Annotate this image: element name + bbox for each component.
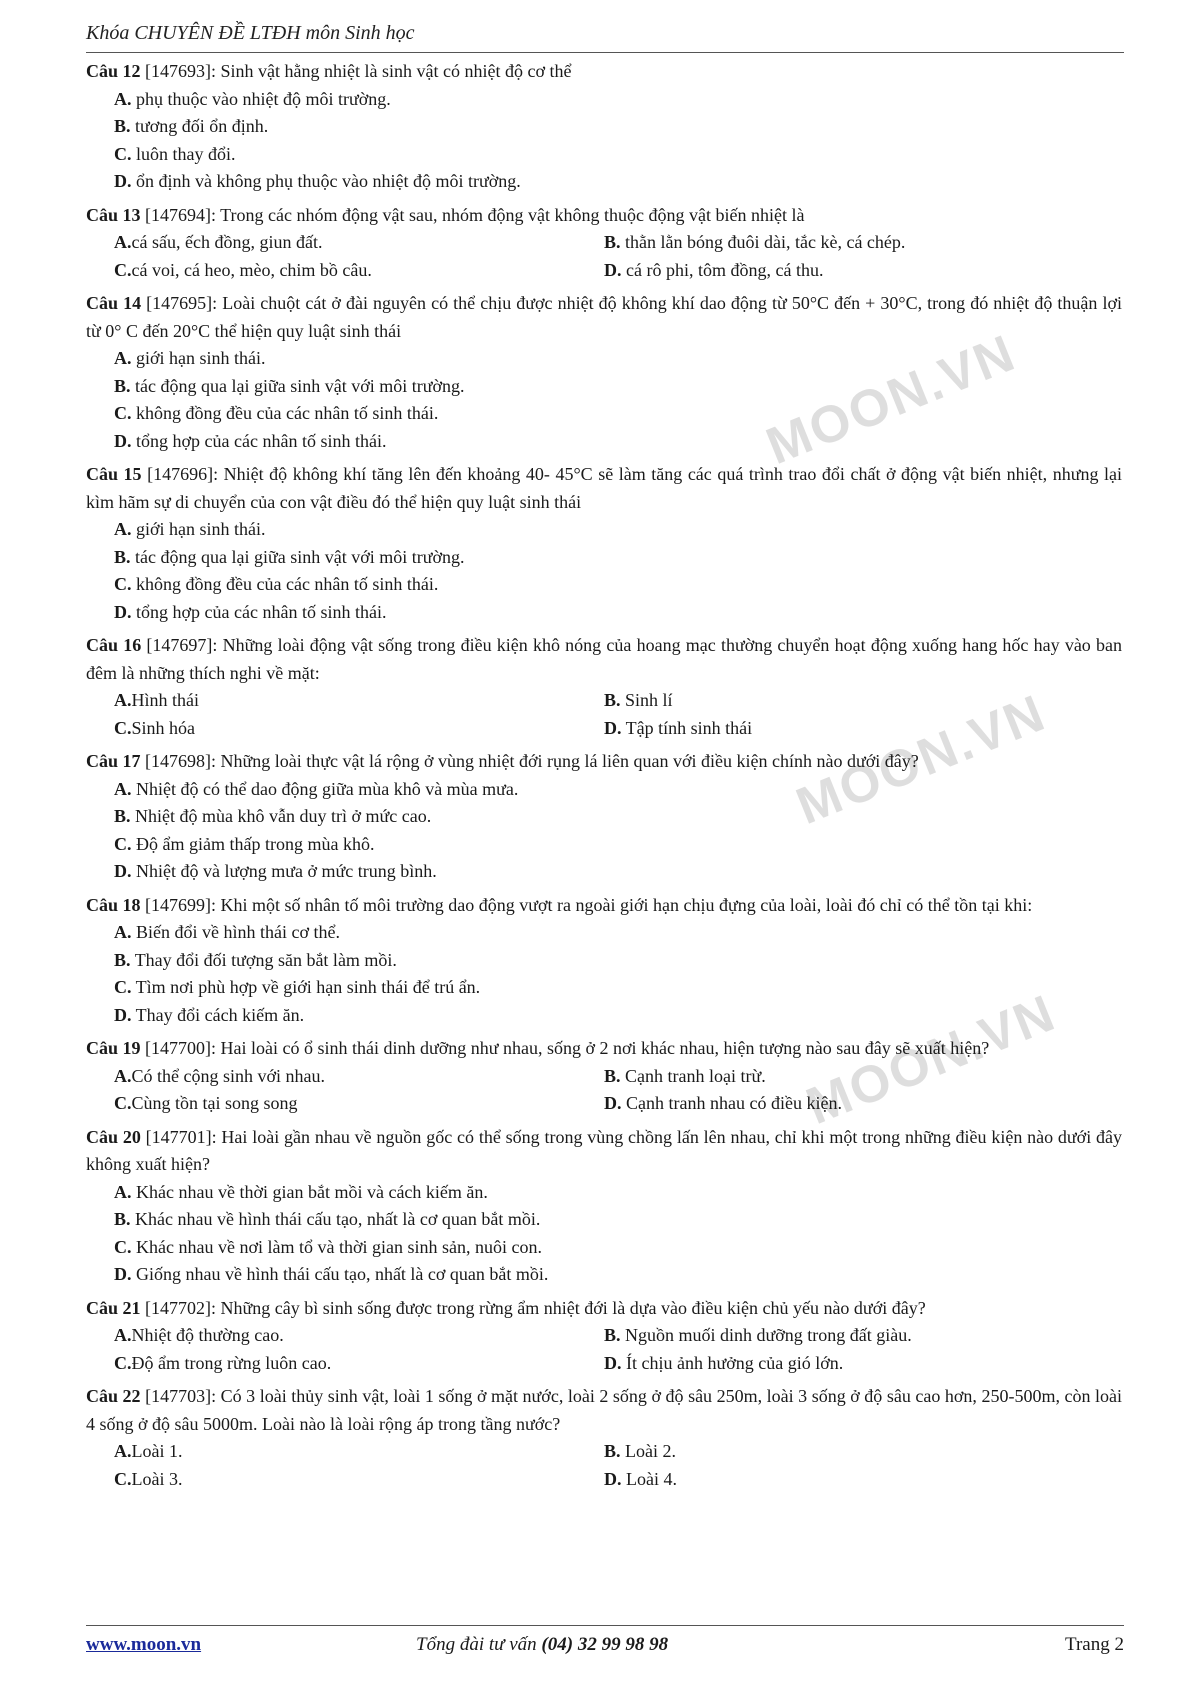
hotline <box>416 1634 668 1656</box>
option-letter: B. <box>604 1441 621 1461</box>
option-text: Nguồn muối dinh dưỡng trong đất giàu. <box>620 1325 912 1345</box>
question-block <box>86 892 1122 1030</box>
question-stem <box>86 290 1122 345</box>
question-text: [147698]: Những loài thực vật lá rộng ở vùng nhiệt đới rụng lá liên quan với điều kiện chính nào dưới đây? <box>140 751 919 771</box>
option-letter: C. <box>114 833 132 854</box>
option-letter: D. <box>114 1004 132 1025</box>
question-block <box>86 202 1122 285</box>
course-title: Khóa CHUYÊN ĐỀ LTĐH môn Sinh học <box>86 22 415 44</box>
answer-option <box>604 687 1124 715</box>
question-text: [147695]: Loài chuột cát ở đài nguyên có thể chịu được nhiệt độ không khí dao động từ 50°C đến + 30°C, trong đó nhiệt độ thuận lợi từ 0° C đến 20°C thể hiện quy luật sinh thái <box>86 293 1122 341</box>
option-text: Khác nhau về thời gian bắt mồi và cách kiếm ăn. <box>131 1181 488 1202</box>
answer-option <box>114 1090 604 1118</box>
question-number: Câu 12 <box>86 61 141 81</box>
option-letter: D. <box>114 171 132 191</box>
option-text: Khác nhau về nơi làm tổ và thời gian sinh sản, nuôi con. <box>131 1236 542 1257</box>
answer-option <box>604 1322 1124 1350</box>
option-text: luôn thay đổi. <box>131 143 236 164</box>
question-stem <box>86 1124 1122 1179</box>
question-number: Câu 14 <box>86 293 142 313</box>
answer-option <box>114 715 604 743</box>
question-stem <box>86 461 1122 516</box>
option-text: giới hạn sinh thái. <box>131 519 266 539</box>
answer-option <box>114 687 604 715</box>
option-letter: C. <box>114 1236 132 1257</box>
answer-option <box>114 373 1122 401</box>
option-text: tác động qua lại giữa sinh vật với môi trường. <box>130 375 465 396</box>
option-letter: C. <box>114 143 132 164</box>
question-stem <box>86 58 1122 86</box>
answer-option <box>114 1322 604 1350</box>
option-letter: B. <box>604 1065 621 1086</box>
option-text: Loài 1. <box>131 1441 183 1461</box>
option-letter: C. <box>114 403 132 423</box>
answer-option <box>114 858 1122 886</box>
option-text: Cùng tồn tại song song <box>131 1093 298 1113</box>
question-text: [147697]: Những loài động vật sống trong điều kiện khô nóng của hoang mạc thường chuyển hoạt động xuống hang hốc hay vào ban đêm là những thích nghi về mặt: <box>86 635 1122 683</box>
option-letter: D. <box>114 861 132 881</box>
watermark: MOON.VN <box>758 323 1024 477</box>
question-stem <box>86 1035 1122 1063</box>
answer-option <box>114 919 1122 947</box>
question-text: [147701]: Hai loài gần nhau về nguồn gốc có thể sống trong vùng chồng lấn lên nhau, chỉ khi một trong những điều kiện nào dưới đây không xuất hiện? <box>86 1126 1123 1174</box>
option-text: Tập tính sinh thái <box>621 717 753 738</box>
answer-option <box>114 1466 604 1494</box>
option-letter: B. <box>604 1325 621 1345</box>
answer-option <box>114 1234 1122 1262</box>
option-text: Sinh lí <box>620 690 673 710</box>
option-text: tổng hợp của các nhân tố sinh thái. <box>131 601 387 622</box>
option-text: không đồng đều của các nhân tố sinh thái. <box>131 574 439 594</box>
option-letter: D. <box>604 717 622 738</box>
question-number: Câu 17 <box>86 751 141 771</box>
answer-option <box>604 1466 1124 1494</box>
question-number: Câu 13 <box>86 204 141 225</box>
option-text: cá rô phi, tôm đồng, cá thu. <box>621 259 824 280</box>
question-stem <box>86 892 1122 920</box>
option-letter: C. <box>114 717 132 738</box>
question-block <box>86 1035 1122 1118</box>
option-text: tương đối ổn định. <box>130 116 269 136</box>
answer-option <box>114 831 1122 859</box>
question-number: Câu 22 <box>86 1386 141 1406</box>
question-stem <box>86 748 1122 776</box>
answer-option <box>114 571 1122 599</box>
option-letter: D. <box>604 259 622 280</box>
website-link[interactable]: www.moon.vn <box>86 1634 202 1655</box>
option-text: Thay đổi đối tượng săn bắt làm mồi. <box>130 949 397 970</box>
option-text: Thay đổi cách kiếm ăn. <box>131 1004 305 1025</box>
question-stem <box>86 202 1122 230</box>
option-letter: D. <box>114 430 132 451</box>
option-letter: D. <box>604 1468 622 1489</box>
option-text: ổn định và không phụ thuộc vào nhiệt độ môi trường. <box>131 171 521 191</box>
option-letter: B. <box>114 949 131 970</box>
option-letter: C. <box>114 259 132 280</box>
answer-option <box>114 947 1122 975</box>
question-block <box>86 1383 1122 1493</box>
option-text: tổng hợp của các nhân tố sinh thái. <box>131 430 387 451</box>
watermark: MOON.VN <box>798 983 1064 1137</box>
question-block <box>86 58 1122 196</box>
option-letter: C. <box>114 1468 132 1489</box>
answer-option <box>114 229 604 257</box>
option-text: Sinh hóa <box>131 717 196 738</box>
option-letter: D. <box>604 1352 622 1373</box>
option-letter: A. <box>114 778 132 799</box>
option-text: Nhiệt độ và lượng mưa ở mức trung bình. <box>131 861 437 881</box>
question-text: [147699]: Khi một số nhân tố môi trường dao động vượt ra ngoài giới hạn chịu đựng của loài, loài đó chỉ có thể tồn tại khi: <box>140 894 1033 915</box>
hotline-label: Tổng đài tư vấn <box>416 1634 542 1655</box>
answer-option <box>114 86 1122 114</box>
option-text: Cạnh tranh loại trừ. <box>620 1065 766 1086</box>
option-letter: B. <box>114 806 131 826</box>
answer-option <box>114 516 1122 544</box>
answer-option <box>114 257 604 285</box>
answer-option <box>604 1063 1124 1091</box>
answer-option <box>604 1438 1124 1466</box>
option-text: phụ thuộc vào nhiệt độ môi trường. <box>131 88 391 109</box>
answer-option <box>114 141 1122 169</box>
option-letter: A. <box>114 1065 132 1086</box>
option-letter: D. <box>114 1264 132 1284</box>
option-text: Nhiệt độ thường cao. <box>131 1325 284 1345</box>
question-block <box>86 461 1122 626</box>
option-text: Ít chịu ảnh hưởng của gió lớn. <box>621 1352 844 1373</box>
option-text: tác động qua lại giữa sinh vật với môi trường. <box>130 546 465 567</box>
answer-option <box>114 1063 604 1091</box>
option-letter: A. <box>114 1325 132 1345</box>
question-text: [147693]: Sinh vật hằng nhiệt là sinh vật có nhiệt độ cơ thể <box>140 61 572 81</box>
question-block <box>86 1124 1122 1289</box>
option-letter: B. <box>114 546 131 567</box>
question-number: Câu 18 <box>86 894 141 915</box>
option-text: Nhiệt độ mùa khô vẫn duy trì ở mức cao. <box>130 806 432 826</box>
answer-options <box>114 229 1122 284</box>
answer-options <box>114 1063 1122 1118</box>
question-stem <box>86 1383 1122 1438</box>
answer-option <box>114 974 1122 1002</box>
option-text: Có thể cộng sinh với nhau. <box>131 1065 325 1086</box>
option-text: Nhiệt độ có thể dao động giữa mùa khô và mùa mưa. <box>131 778 519 799</box>
option-text: giới hạn sinh thái. <box>131 348 266 368</box>
answer-option <box>114 400 1122 428</box>
question-list <box>86 58 1122 1499</box>
question-stem <box>86 1295 1122 1323</box>
question-block <box>86 632 1122 742</box>
option-letter: B. <box>114 375 131 396</box>
option-text: Cạnh tranh nhau có điều kiện. <box>621 1093 842 1113</box>
option-text: Tìm nơi phù hợp về giới hạn sinh thái để trú ẩn. <box>131 977 481 997</box>
page-header <box>86 22 1124 53</box>
answer-option <box>114 1179 1122 1207</box>
question-block <box>86 748 1122 886</box>
answer-option <box>114 803 1122 831</box>
question-stem <box>86 632 1122 687</box>
hotline-number: (04) 32 99 98 98 <box>541 1634 669 1655</box>
option-letter: A. <box>114 88 132 109</box>
question-text: [147694]: Trong các nhóm động vật sau, nhóm động vật không thuộc động vật biến nhiệt là <box>140 204 805 225</box>
option-text: Khác nhau về hình thái cấu tạo, nhất là cơ quan bắt mồi. <box>130 1209 541 1229</box>
option-letter: C. <box>114 977 132 997</box>
option-letter: C. <box>114 574 132 594</box>
option-text: Độ ẩm trong rừng luôn cao. <box>131 1352 332 1373</box>
answer-option <box>604 1090 1124 1118</box>
option-text: Giống nhau về hình thái cấu tạo, nhất là cơ quan bắt mồi. <box>131 1264 549 1284</box>
option-letter: A. <box>114 1441 132 1461</box>
answer-option <box>114 1350 604 1378</box>
option-text: Hình thái <box>131 690 199 710</box>
option-letter: C. <box>114 1352 132 1373</box>
answer-option <box>114 345 1122 373</box>
answer-option <box>114 1261 1122 1289</box>
answer-option <box>114 113 1122 141</box>
option-letter: C. <box>114 1093 132 1113</box>
option-text: Độ ẩm giảm thấp trong mùa khô. <box>131 833 375 854</box>
question-text: [147700]: Hai loài có ổ sinh thái dinh dưỡng như nhau, sống ở 2 nơi khác nhau, hiện tượng nào sau đây sẽ xuất hiện? <box>140 1038 990 1058</box>
option-text: không đồng đều của các nhân tố sinh thái. <box>131 403 439 423</box>
question-number: Câu 20 <box>86 1126 141 1147</box>
question-text: [147703]: Có 3 loài thủy sinh vật, loài 1 sống ở mặt nước, loài 2 sống ở độ sâu 250m, loài 3 sống ở độ sâu cao hơn, 250-500m, còn loài 4 sống ở độ sâu 5000m. Loài nào là loài rộng áp trong tầng nước? <box>86 1386 1123 1434</box>
page-footer <box>86 1625 1124 1662</box>
option-text: thằn lằn bóng đuôi dài, tắc kè, cá chép. <box>620 232 906 252</box>
option-letter: A. <box>114 922 132 942</box>
watermark: MOON.VN <box>788 683 1054 837</box>
option-letter: A. <box>114 1181 132 1202</box>
question-text: [147702]: Những cây bì sinh sống được trong rừng ẩm nhiệt đới là dựa vào điều kiện chủ yếu nào dưới đây? <box>140 1297 926 1318</box>
question-number: Câu 21 <box>86 1297 141 1318</box>
question-block <box>86 290 1122 455</box>
option-letter: B. <box>604 690 621 710</box>
option-letter: B. <box>604 232 621 252</box>
question-block <box>86 1295 1122 1378</box>
option-letter: A. <box>114 519 132 539</box>
option-text: Loài 4. <box>621 1468 677 1489</box>
answer-option <box>114 544 1122 572</box>
answer-option <box>114 1002 1122 1030</box>
option-letter: D. <box>114 601 132 622</box>
answer-option <box>114 1206 1122 1234</box>
answer-option <box>114 428 1122 456</box>
option-text: Loài 3. <box>131 1468 183 1489</box>
question-text: [147696]: Nhiệt độ không khí tăng lên đến khoảng 40- 45°C sẽ làm tăng các quá trình trao đổi chất ở động vật biến nhiệt, nhưng lại kìm hãm sự di chuyển của con vật điều đó thể hiện quy luật sinh thái <box>86 464 1122 512</box>
answer-option <box>604 229 1124 257</box>
answer-option <box>114 1438 604 1466</box>
option-letter: B. <box>114 1209 131 1229</box>
question-number: Câu 15 <box>86 464 142 484</box>
answer-options <box>114 1438 1122 1493</box>
answer-option <box>604 715 1124 743</box>
answer-option <box>114 776 1122 804</box>
answer-option <box>604 257 1124 285</box>
answer-option <box>114 168 1122 196</box>
page-number: Trang 2 <box>1065 1634 1124 1655</box>
option-text: cá voi, cá heo, mèo, chim bồ câu. <box>131 259 372 280</box>
option-text: Loài 2. <box>620 1441 677 1461</box>
answer-options <box>114 687 1122 742</box>
answer-option <box>114 599 1122 627</box>
question-number: Câu 19 <box>86 1038 141 1058</box>
answer-option <box>604 1350 1124 1378</box>
option-letter: B. <box>114 116 131 136</box>
option-letter: D. <box>604 1093 622 1113</box>
question-number: Câu 16 <box>86 635 142 655</box>
option-text: Biến đổi về hình thái cơ thể. <box>131 922 340 942</box>
option-letter: A. <box>114 690 132 710</box>
option-letter: A. <box>114 232 132 252</box>
option-text: cá sấu, ếch đồng, giun đất. <box>131 232 323 252</box>
answer-options <box>114 1322 1122 1377</box>
option-letter: A. <box>114 348 132 368</box>
